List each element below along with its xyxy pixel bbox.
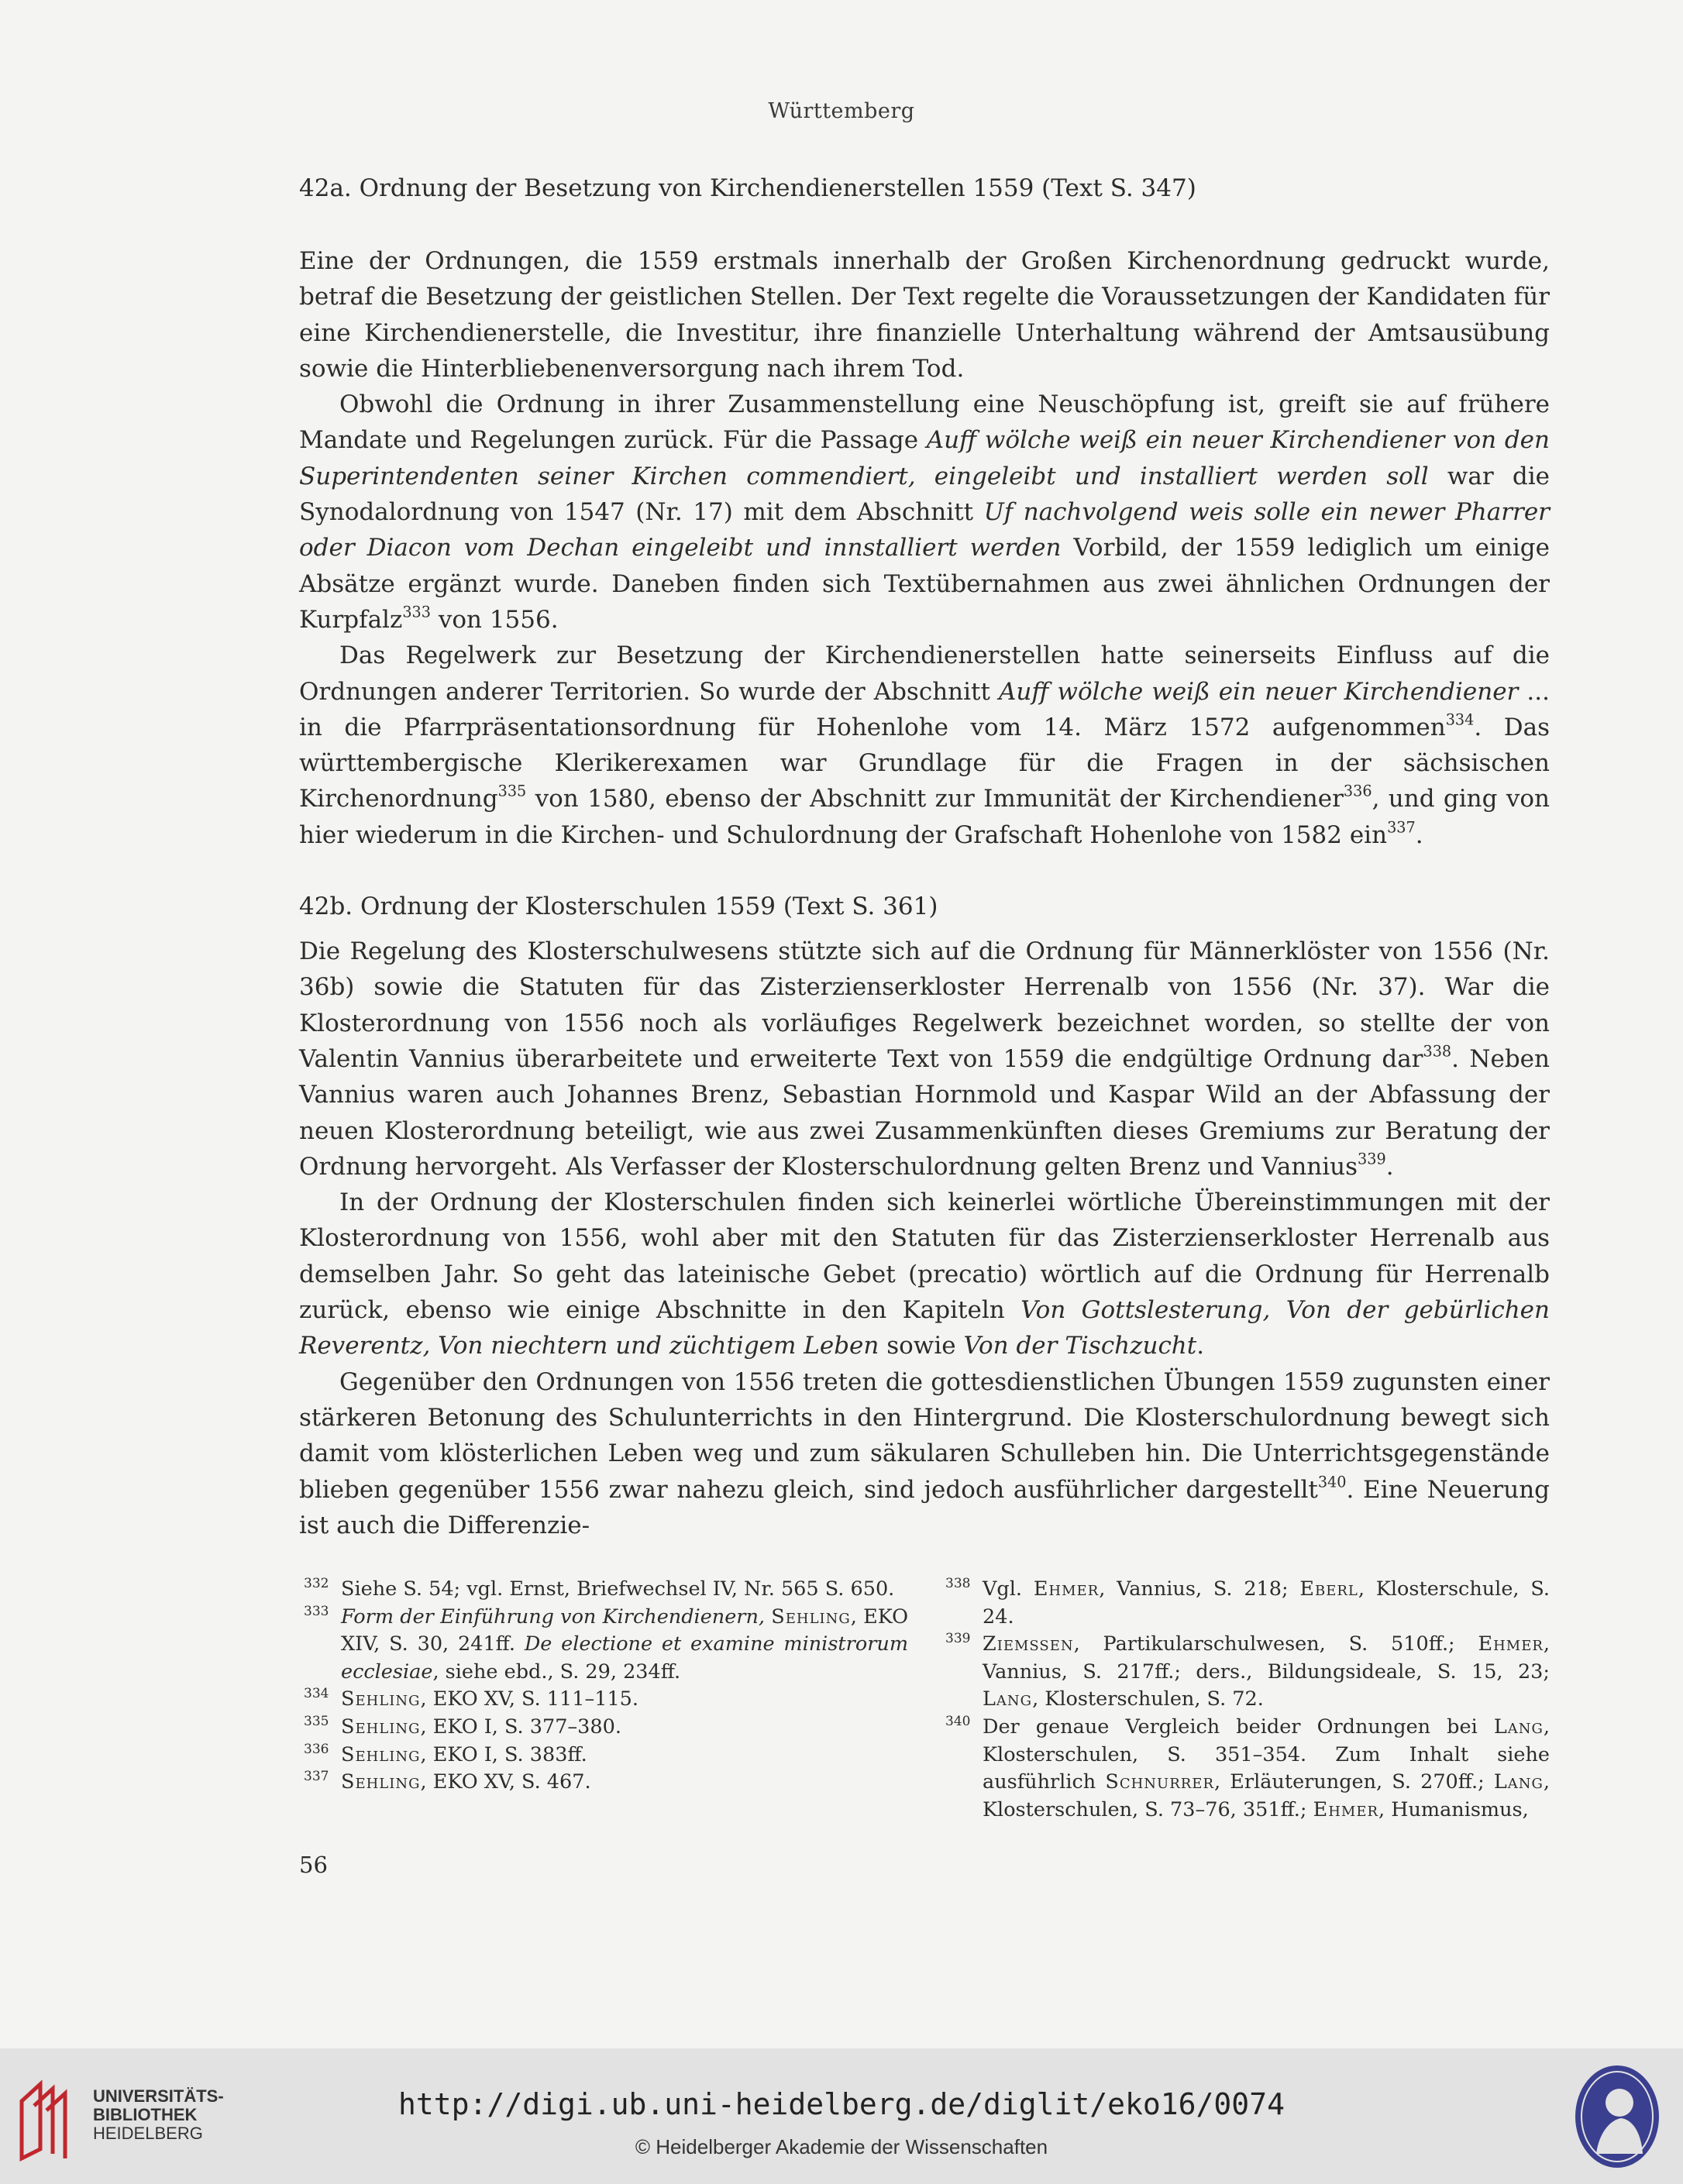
- paragraph: Obwohl die Ordnung in ihrer Zusammenstellung eine Neuschöpfung ist, greift sie auf frühere Mandate und Regelungen zurück. Für die Passage Auff wölche weiß ein neuer Kirchendiener von den Superintendenten seiner Kirchen commendiert, eingeleibt und installiert werden soll war die Synodalordnung von 1547 (Nr. 17) mit dem Abschnitt Uf nachvolgend weis solle ein newer Pharrer oder Diacon vom Dechan eingeleibt und innstalliert werden Vorbild, der 1559 lediglich um einige Absätze ergänzt wurde. Daneben finden sich Textübernahmen aus zwei ähnlichen Ordnungen der Kurpfalz$^{333}$ von 1556.: [299, 390, 1550, 634]
- footnote-334: 334 Sehling, EKO XV, S. 111–115.: [304, 1686, 638, 1711]
- footnote-332: 332 Siehe S. 54; vgl. Ernst, Briefwechsel IV, Nr. 565 S. 650.: [304, 1576, 895, 1601]
- permalink-url[interactable]: http://digi.ub.uni-heidelberg.de/diglit/eko16/0074: [398, 2087, 1285, 2121]
- footnote-ref: 333: [402, 603, 431, 621]
- footnote-336: 336 Sehling, EKO I, S. 383ff.: [304, 1741, 587, 1766]
- footnotes: [304, 1576, 1550, 1824]
- footnote-337: 337 Sehling, EKO XV, S. 467.: [304, 1769, 591, 1794]
- copyright-notice: © Heidelberger Akademie der Wissenschaften: [635, 2135, 1048, 2158]
- section-heading-42b: 42b. Ordnung der Klosterschulen 1559 (Text S. 361): [299, 893, 938, 921]
- footnote-ref: 334: [1445, 710, 1475, 729]
- running-head: Württemberg: [768, 99, 915, 123]
- footnote-ref: 337: [1387, 818, 1416, 837]
- footnote-ref: 338: [1423, 1042, 1452, 1061]
- footnote-333: 333 Form der Einführung von Kirchendienern, Sehling, EKO XIV, S. 30, 241ff. De electione et examine ministrorum ecclesiae, siehe ebd., S. 29, 234ff.: [304, 1603, 908, 1684]
- library-name: UNIVERSITÄTS- BIBLIOTHEK HEIDELBERG: [93, 2086, 224, 2143]
- footnote-335: 335 Sehling, EKO I, S. 377–380.: [304, 1713, 621, 1739]
- footnote-ref: 339: [1358, 1150, 1386, 1168]
- footnote-ref: 336: [1343, 782, 1372, 800]
- paragraph: Die Regelung des Klosterschulwesens stützte sich auf die Ordnung für Männerklöster von 1556 (Nr. 36b) sowie die Statuten für das Zisterzienserkloster Herrenalb von 1556 (Nr. 37). War die Klosterordnung von 1556 noch als vorläufiges Regelwerk bezeichnet worden, so stellte der von Valentin Vannius überarbeitete und erweiterte Text von 1559 die endgültige Ordnung dar$^{338}$. Neben Vannius waren auch Johannes Brenz, Sebastian Hornmold und Kaspar Wild an der Abfassung der neuen Klosterordnung beteiligt, wie aus zwei Zusammenkünften dieses Gremiums zur Beratung der Ordnung hervorgeht. Als Verfasser der Klosterschulordnung gelten Brenz und Vannius$^{339}$.: [299, 937, 1550, 1181]
- footnote-ref: 335: [497, 782, 527, 800]
- footnote-ref: 340: [1317, 1473, 1347, 1491]
- footnote-338: 338 Vgl. Ehmer, Vannius, S. 218; Eberl, Klosterschule, S. 24.: [945, 1576, 1550, 1629]
- academy-seal-icon: [1573, 2062, 1661, 2171]
- paragraph: Gegenüber den Ordnungen von 1556 treten die gottesdienstlichen Übungen 1559 zugunsten einer stärkeren Betonung des Schulunterrichts in den Hintergrund. Die Klosterschulordnung bewegt sich damit vom klösterlichen Leben weg und zum säkularen Schulleben hin. Die Unterrichtsgegenstände blieben gegenüber 1556 zwar nahezu gleich, sind jedoch ausführlicher dargestellt$^{340}$. Eine Neuerung ist auch die Differenzie-: [299, 1367, 1550, 1539]
- digitization-footer: [0, 2048, 1683, 2184]
- section-heading-42a: 42a. Ordnung der Besetzung von Kirchendienerstellen 1559 (Text S. 347): [299, 174, 1196, 202]
- footnote-column-left: [304, 1576, 908, 1824]
- footnote-column-right: [945, 1576, 1550, 1824]
- footnote-340: 340 Der genaue Vergleich beider Ordnungen bei Lang, Klosterschulen, S. 351–354. Zum Inhalt siehe ausführlich Schnurrer, Erläuterungen, S. 270ff.; Lang, Klosterschulen, S. 73–76, 351ff.; Ehmer, Humanismus,: [945, 1713, 1550, 1821]
- paragraph: In der Ordnung der Klosterschulen finden sich keinerlei wörtliche Übereinstimmungen mit der Klosterordnung von 1556, wohl aber mit den Statuten für das Zisterzienserkloster Herrenalb aus demselben Jahr. So geht das lateinische Gebet (precatio) wörtlich auf die Ordnung für Herrenalb zurück, ebenso wie einige Abschnitte in den Kapiteln Von Gottslesterung, Von der gebürlichen Reverentz, Von niechtern und züchtigem Leben sowie Von der Tischzucht.: [299, 1188, 1550, 1360]
- page-number: 56: [299, 1852, 328, 1878]
- paragraph: Das Regelwerk zur Besetzung der Kirchendienerstellen hatte seinerseits Einfluss auf die Ordnungen anderer Territorien. So wurde der Abschnitt Auff wölche weiß ein neuer Kirchendiener ... in die Pfarrpräsentationsordnung für Hohenlohe vom 14. März 1572 aufgenommen$^{334}$. Das württembergische Klerikerexamen war Grundlage für die Fragen in der sächsischen Kirchenordnung$^{335}$ von 1580, ebenso der Abschnitt zur Immunität der Kirchendiener$^{336}$, und ging von hier wiederum in die Kirchen- und Schulordnung der Grafschaft Hohenlohe von 1582 ein$^{337}$.: [299, 641, 1550, 849]
- paragraph: Eine der Ordnungen, die 1559 erstmals innerhalb der Großen Kirchenordnung gedruckt wurde, betraf die Besetzung der geistlichen Stellen. Der Text regelte die Voraussetzungen der Kandidaten für eine Kirchendienerstelle, die Investitur, ihre finanzielle Unterhaltung während der Amtsausübung sowie die Hinterbliebenenversorgung nach ihrem Tod.: [299, 247, 1550, 383]
- footnote-339: 339 Ziemssen, Partikularschulwesen, S. 510ff.; Ehmer, Vannius, S. 217ff.; ders., Bildungsideale, S. 15, 23; Lang, Klosterschulen, S. 72.: [945, 1631, 1550, 1711]
- main-text: [299, 170, 1550, 1543]
